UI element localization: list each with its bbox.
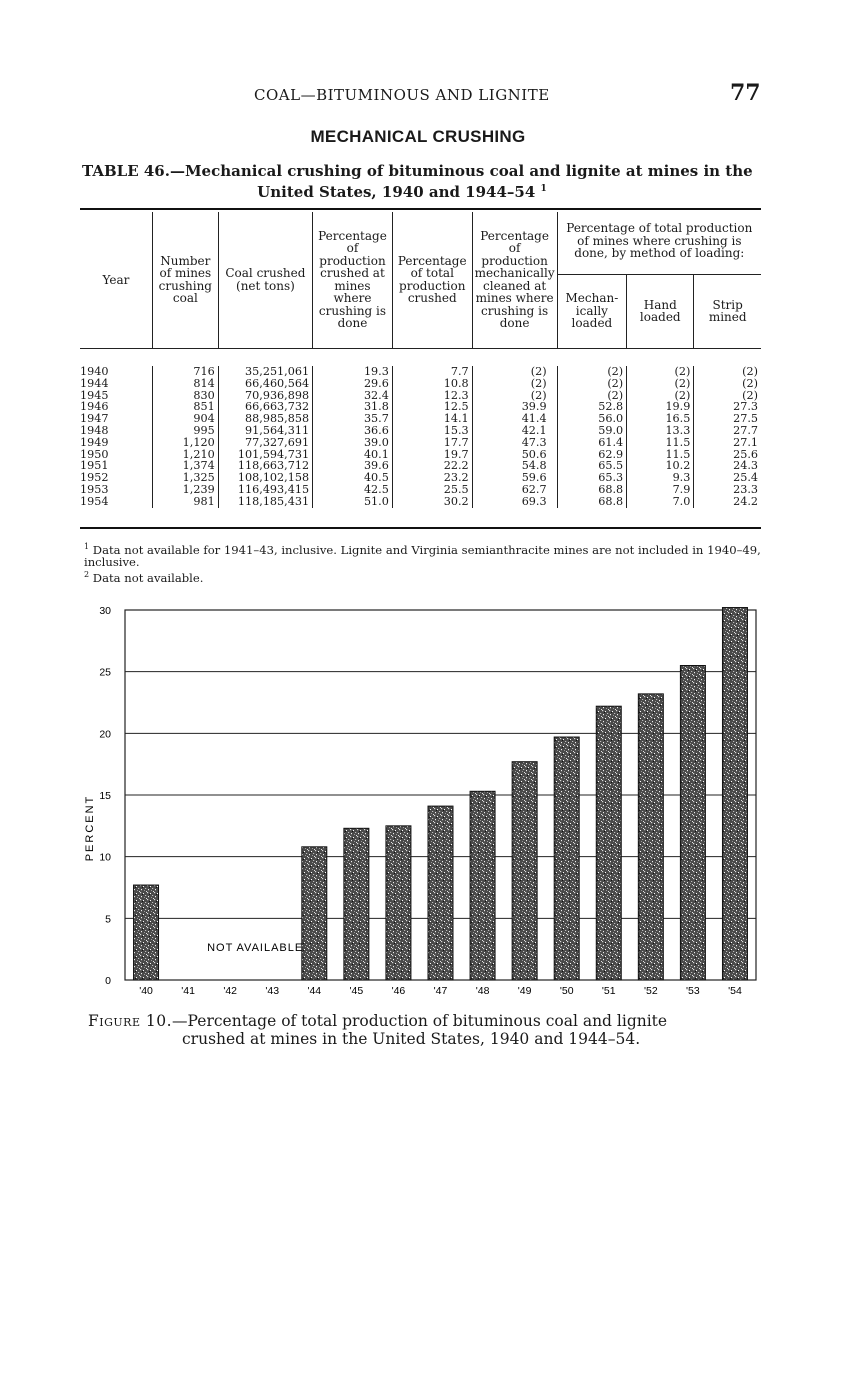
table-cell-mines: 814 bbox=[152, 378, 218, 390]
table-cell-strip: (2) bbox=[694, 378, 761, 390]
table-cell-year: 1945 bbox=[80, 388, 109, 402]
x-tick-label: '52 bbox=[643, 985, 658, 997]
y-tick-label: 0 bbox=[105, 975, 111, 987]
x-tick-label: '42 bbox=[223, 985, 238, 997]
table-row bbox=[80, 437, 761, 449]
table-cell-mines: 1,210 bbox=[152, 449, 218, 461]
bar-52 bbox=[638, 694, 663, 980]
table-cell-crushed: 116,493,415 bbox=[218, 484, 312, 496]
table-cell-pct_total: 14.1 bbox=[392, 413, 472, 425]
table-cell-cleaned: 41.4 bbox=[472, 413, 557, 425]
bar-46 bbox=[386, 826, 411, 980]
table-cell-mech: 65.3 bbox=[557, 472, 627, 484]
bar-49 bbox=[512, 762, 537, 980]
table-cell-hand: 7.0 bbox=[627, 496, 694, 508]
table-row bbox=[80, 425, 761, 437]
table-cell-cleaned: 47.3 bbox=[472, 437, 557, 449]
table-cell-mech: 52.8 bbox=[557, 401, 627, 413]
bar-54 bbox=[722, 608, 747, 980]
table-top-rule bbox=[80, 208, 761, 210]
table-cell-cleaned: 69.3 bbox=[472, 496, 557, 508]
table-cell-pct_at: 51.0 bbox=[313, 496, 393, 508]
x-tick-label: '47 bbox=[433, 985, 448, 997]
x-tick-label: '53 bbox=[686, 985, 700, 997]
header-pct-cleaned: Percentage of production mechanically cleaned at mines where crushing is done bbox=[472, 212, 557, 348]
table-cell-cleaned: (2) bbox=[472, 390, 557, 402]
table-cell-pct_at: 32.4 bbox=[313, 390, 393, 402]
y-tick-label: 30 bbox=[99, 605, 111, 617]
table-cell-cleaned: 62.7 bbox=[472, 484, 557, 496]
y-tick-label: 20 bbox=[99, 728, 111, 741]
table-caption bbox=[82, 162, 762, 201]
table-cell-crushed: 35,251,061 bbox=[218, 366, 312, 378]
table-cell-pct_total: 7.7 bbox=[392, 366, 472, 378]
table-bottom-rule bbox=[80, 527, 761, 529]
table-cell-crushed: 118,185,431 bbox=[218, 496, 312, 508]
table-cell-year: 1946 bbox=[80, 400, 109, 414]
table-cell-strip: 23.3 bbox=[694, 484, 761, 496]
table-cell-hand: 10.2 bbox=[627, 460, 694, 472]
y-tick-label: 5 bbox=[105, 913, 111, 926]
table-cell-hand: 9.3 bbox=[627, 472, 694, 484]
table-cell-cleaned: 42.1 bbox=[472, 425, 557, 437]
table-cell-strip: (2) bbox=[694, 390, 761, 402]
table-cell-mech: (2) bbox=[557, 366, 627, 378]
y-tick-label: 25 bbox=[99, 666, 111, 679]
table-cell-pct_at: 31.8 bbox=[313, 401, 393, 413]
table-cell-hand: 13.3 bbox=[627, 425, 694, 437]
table-cell-mech: 61.4 bbox=[557, 437, 627, 449]
bar-51 bbox=[596, 706, 621, 980]
footnote-1: $^1$ Data not available for 1941–43, inclusive. Lignite and Virginia semianthracite mines are not included in 1940–49, inclusive. bbox=[84, 542, 761, 570]
table-cell-mech: 68.8 bbox=[557, 496, 627, 508]
table-cell-hand: 11.5 bbox=[627, 449, 694, 461]
table-cell-crushed: 108,102,158 bbox=[218, 472, 312, 484]
figure-caption-line1: —Percentage of total production of bituminous coal and lignite bbox=[172, 1012, 668, 1030]
footnote-2: $^2$ Data not available. bbox=[84, 569, 204, 585]
table-cell-crushed: 70,936,898 bbox=[218, 390, 312, 402]
table-cell-pct_total: 15.3 bbox=[392, 425, 472, 437]
table-cell-year: 1947 bbox=[80, 412, 109, 426]
table-cell-year: 1949 bbox=[80, 435, 109, 449]
table-cell-cleaned: 50.6 bbox=[472, 449, 557, 461]
table-cell-hand: 11.5 bbox=[627, 437, 694, 449]
table-cell-strip: 27.1 bbox=[694, 437, 761, 449]
table-cell-mines: 904 bbox=[152, 413, 218, 425]
table-cell-year: 1951 bbox=[80, 459, 109, 473]
header-pct-total: Percentage of total production crushed bbox=[392, 212, 472, 348]
table-cell-strip: (2) bbox=[694, 366, 761, 378]
table-cell-year: 1954 bbox=[80, 494, 109, 508]
table-cell-pct_total: 12.3 bbox=[392, 390, 472, 402]
table-cell-mines: 1,325 bbox=[152, 472, 218, 484]
table-cell-crushed: 77,327,691 bbox=[218, 437, 312, 449]
table-cell-mines: 716 bbox=[152, 366, 218, 378]
table-cell-year: 1953 bbox=[80, 482, 109, 496]
table-cell-year: 1944 bbox=[80, 376, 109, 390]
bar-45 bbox=[344, 828, 369, 980]
table-cell-year: 1948 bbox=[80, 423, 109, 437]
table-row bbox=[80, 366, 761, 378]
table-cell-mines: 1,239 bbox=[152, 484, 218, 496]
x-tick-label: '45 bbox=[349, 985, 364, 997]
table-cell-strip: 27.5 bbox=[694, 413, 761, 425]
table-cell-pct_at: 39.0 bbox=[313, 437, 393, 449]
section-title: MECHANICAL CRUSHING bbox=[310, 127, 526, 146]
coal-crushing-table bbox=[80, 212, 761, 508]
not-available-annotation: NOT AVAILABLE bbox=[207, 942, 304, 954]
footnotes bbox=[84, 541, 764, 584]
table-cell-pct_at: 19.3 bbox=[313, 366, 393, 378]
table-row bbox=[80, 484, 761, 496]
y-axis-title: PERCENT bbox=[84, 794, 96, 862]
running-head: COAL—BITUMINOUS AND LIGNITE bbox=[254, 86, 550, 104]
table-cell-year: 1950 bbox=[80, 447, 109, 461]
table-cell-cleaned: 39.9 bbox=[472, 401, 557, 413]
table-cell-pct_at: 42.5 bbox=[313, 484, 393, 496]
table-cell-pct_total: 19.7 bbox=[392, 449, 472, 461]
table-cell-pct_at: 39.6 bbox=[313, 460, 393, 472]
header-pct-at-mines: Percentage of production crushed at mines where crushing is done bbox=[313, 212, 393, 348]
table-cell-strip: 25.6 bbox=[694, 449, 761, 461]
header-coal-crushed: Coal crushed (net tons) bbox=[218, 212, 312, 348]
header-year: Year bbox=[102, 272, 130, 287]
table-row bbox=[80, 401, 761, 413]
bar-53 bbox=[680, 666, 705, 981]
x-tick-label: '49 bbox=[517, 985, 532, 997]
table-cell-mines: 981 bbox=[152, 496, 218, 508]
table-cell-crushed: 66,663,732 bbox=[218, 401, 312, 413]
table-cell-strip: 27.3 bbox=[694, 401, 761, 413]
x-tick-label: '41 bbox=[181, 985, 195, 997]
crushing-bar-chart bbox=[70, 598, 770, 1008]
table-cell-pct_total: 22.2 bbox=[392, 460, 472, 472]
bar-50 bbox=[554, 737, 579, 980]
table-cell-hand: (2) bbox=[627, 378, 694, 390]
bar-48 bbox=[470, 791, 495, 980]
table-cell-pct_total: 25.5 bbox=[392, 484, 472, 496]
table-cell-cleaned: 54.8 bbox=[472, 460, 557, 472]
table-row bbox=[80, 413, 761, 425]
table-cell-year: 1940 bbox=[80, 365, 109, 378]
table-cell-hand: 16.5 bbox=[627, 413, 694, 425]
table-cell-mines: 830 bbox=[152, 390, 218, 402]
table-cell-pct_at: 40.1 bbox=[313, 449, 393, 461]
table-cell-strip: 27.7 bbox=[694, 425, 761, 437]
table-row bbox=[80, 378, 761, 390]
table-cell-cleaned: (2) bbox=[472, 366, 557, 378]
header-loading-group: Percentage of total production of mines where crushing is done, by method of loading: bbox=[557, 212, 761, 274]
table-cell-pct_total: 10.8 bbox=[392, 378, 472, 390]
table-cell-mines: 1,120 bbox=[152, 437, 218, 449]
table-caption-line1: TABLE 46.—Mechanical crushing of bituminous coal and lignite at mines in the bbox=[82, 162, 753, 180]
x-tick-label: '40 bbox=[139, 985, 153, 997]
x-tick-label: '50 bbox=[559, 985, 574, 997]
table-cell-hand: 19.9 bbox=[627, 401, 694, 413]
table-cell-mech: 56.0 bbox=[557, 413, 627, 425]
table-cell-cleaned: (2) bbox=[472, 378, 557, 390]
table-cell-pct_at: 35.7 bbox=[313, 413, 393, 425]
figure-label: Figure 10. bbox=[88, 1012, 173, 1030]
table-cell-mines: 1,374 bbox=[152, 460, 218, 472]
table-cell-mech: 62.9 bbox=[557, 449, 627, 461]
x-tick-label: '43 bbox=[265, 985, 280, 997]
y-tick-label: 10 bbox=[99, 851, 111, 864]
table-cell-pct_at: 36.6 bbox=[313, 425, 393, 437]
table-cell-mech: 65.5 bbox=[557, 460, 627, 472]
table-caption-line2: United States, 1940 and 1944–54 $^1$ bbox=[257, 183, 547, 201]
table-cell-crushed: 101,594,731 bbox=[218, 449, 312, 461]
table-cell-crushed: 88,985,858 bbox=[218, 413, 312, 425]
page-number: 77 bbox=[730, 80, 761, 106]
bar-44 bbox=[302, 847, 327, 980]
header-mines: Number of mines crushing coal bbox=[152, 212, 218, 348]
figure-caption-line2: crushed at mines in the United States, 1940 and 1944–54. bbox=[182, 1030, 641, 1048]
x-tick-label: '44 bbox=[307, 985, 322, 997]
table-cell-pct_at: 40.5 bbox=[313, 472, 393, 484]
header-hand-loaded: Hand loaded bbox=[627, 274, 694, 348]
table-cell-hand: (2) bbox=[627, 390, 694, 402]
x-tick-label: '46 bbox=[391, 985, 406, 997]
table-cell-strip: 24.3 bbox=[694, 460, 761, 472]
x-tick-label: '48 bbox=[475, 985, 490, 997]
header-strip-mined: Strip mined bbox=[694, 274, 761, 348]
x-tick-label: '54 bbox=[728, 985, 742, 997]
table-cell-year: 1952 bbox=[80, 471, 109, 485]
table-cell-crushed: 66,460,564 bbox=[218, 378, 312, 390]
table-cell-hand: 7.9 bbox=[627, 484, 694, 496]
table-row bbox=[80, 390, 761, 402]
table-cell-pct_total: 23.2 bbox=[392, 472, 472, 484]
table-cell-hand: (2) bbox=[627, 366, 694, 378]
bar-47 bbox=[428, 806, 453, 980]
x-tick-label: '51 bbox=[601, 985, 616, 997]
table-cell-mech: 68.8 bbox=[557, 484, 627, 496]
table-cell-strip: 25.4 bbox=[694, 472, 761, 484]
y-tick-label: 15 bbox=[99, 790, 111, 802]
table-cell-mines: 851 bbox=[152, 401, 218, 413]
table-cell-pct_total: 17.7 bbox=[392, 437, 472, 449]
figure-caption bbox=[88, 1012, 764, 1048]
table-cell-mech: (2) bbox=[557, 390, 627, 402]
table-cell-mines: 995 bbox=[152, 425, 218, 437]
table-cell-crushed: 91,564,311 bbox=[218, 425, 312, 437]
table-cell-pct_total: 12.5 bbox=[392, 401, 472, 413]
header-mech-loaded: Mechan-ically loaded bbox=[557, 274, 627, 348]
bar-40 bbox=[134, 885, 159, 980]
table-row bbox=[80, 496, 761, 508]
table-cell-mech: (2) bbox=[557, 378, 627, 390]
table-cell-crushed: 118,663,712 bbox=[218, 460, 312, 472]
table-cell-pct_at: 29.6 bbox=[313, 378, 393, 390]
table-cell-pct_total: 30.2 bbox=[392, 496, 472, 508]
table-cell-strip: 24.2 bbox=[694, 496, 761, 508]
table-cell-mech: 59.0 bbox=[557, 425, 627, 437]
table-cell-cleaned: 59.6 bbox=[472, 472, 557, 484]
